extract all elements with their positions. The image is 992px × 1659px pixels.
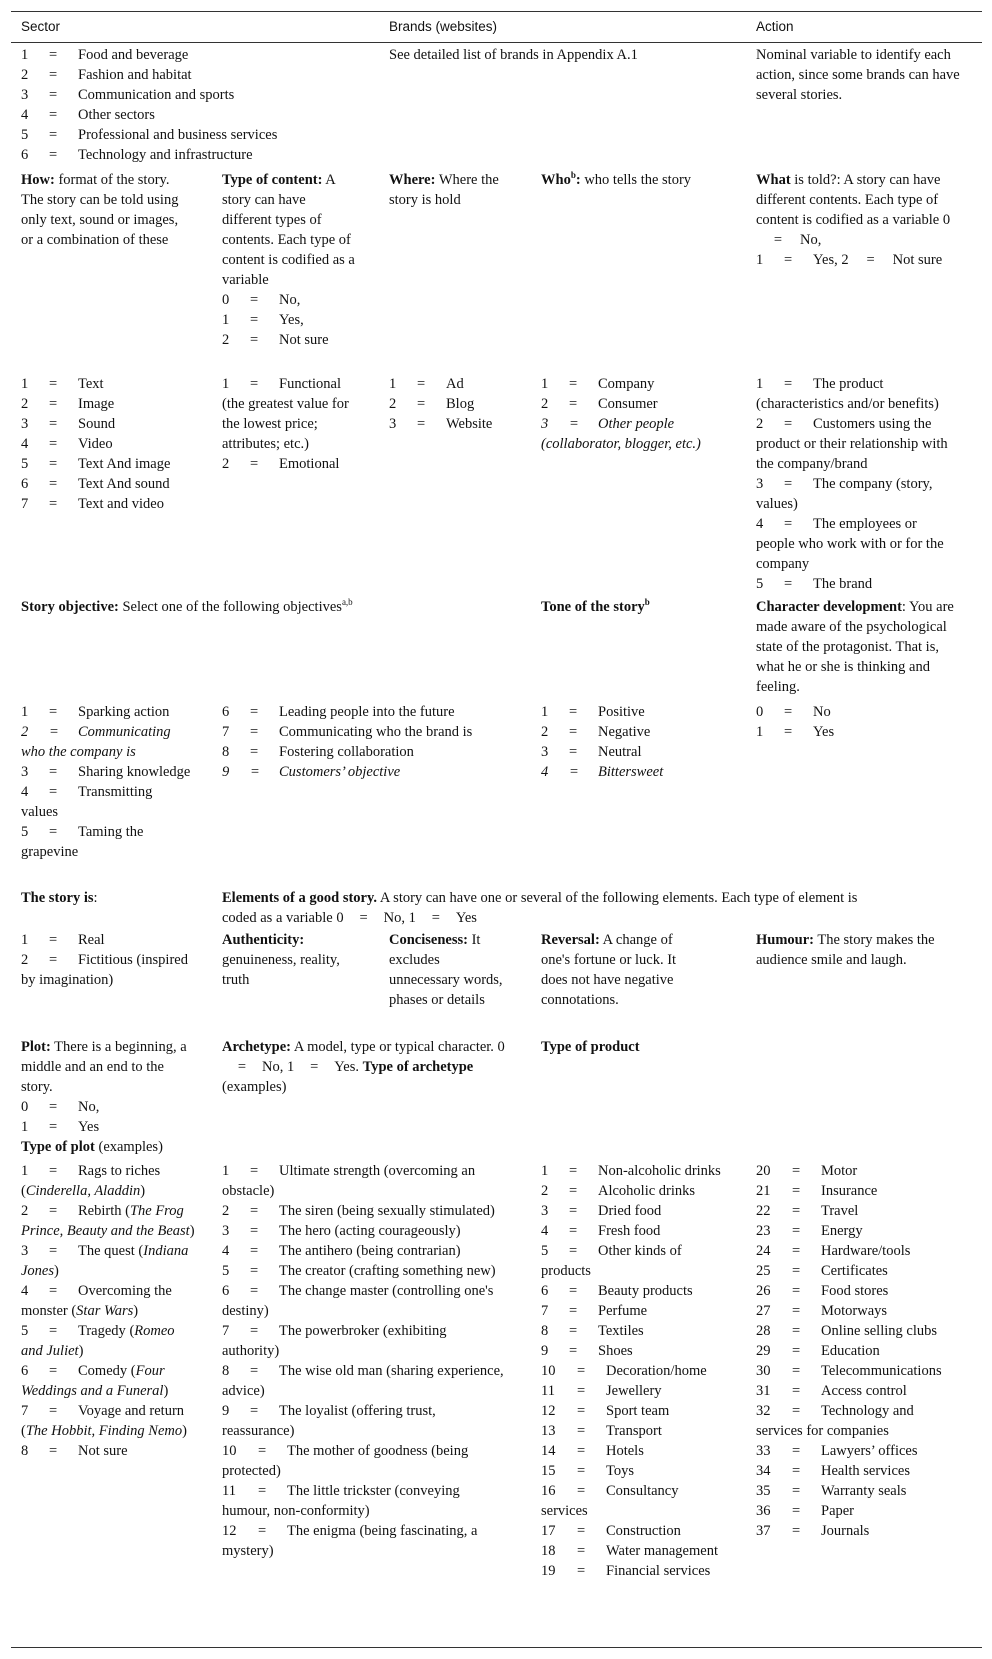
plot-item: 1 = Rags to riches (Cinderella, Aladdin) [21, 1163, 161, 1199]
plot-block [21, 1037, 191, 1157]
product-title: Type of product [541, 1039, 640, 1055]
product-item: 31 = Access control [756, 1383, 907, 1399]
where-item: 1 = Ad [389, 376, 464, 392]
character-desc: : You are made aware of the psychological state of the protagonist. That is, what he or she is thinking and feeling. [756, 599, 954, 695]
tone-item: 4 = Bittersweet [541, 764, 664, 780]
who-footnote: b [570, 170, 576, 181]
story-is-heading: The story is: [21, 890, 98, 906]
what-list [756, 374, 958, 594]
table-bottom-rule [11, 1647, 982, 1648]
what-item: 5 = The brand [756, 576, 873, 592]
archetype-item: 2 = The siren (being sexually stimulated) [222, 1203, 495, 1219]
who-desc: who tells the story [584, 172, 692, 188]
content-type-title: Type of content: [222, 172, 323, 188]
how-block [21, 170, 191, 250]
how-title: How: [21, 172, 55, 188]
brands-text: See detailed list of brands in Appendix A.1 [389, 47, 638, 63]
plot-item: 2 = Rebirth (The Frog Prince, Beauty and the Beast) [21, 1203, 195, 1239]
product-item: 27 = Motorways [756, 1303, 888, 1319]
content-code: 2 = Not sure [222, 332, 329, 348]
archetype-item: 7 = The powerbroker (exhibiting authority) [222, 1323, 447, 1359]
product-item: 25 = Certificates [756, 1263, 888, 1279]
objective-list-left [21, 702, 193, 862]
objective-item: 4 = Transmitting values [21, 784, 153, 820]
archetype-item: 11 = The little trickster (conveying humour, non-conformity) [222, 1483, 460, 1519]
what-item: 1 = The product (characteristics and/or benefits) [756, 376, 939, 412]
archetype-item: 6 = The change master (controlling one's destiny) [222, 1283, 494, 1319]
objective-list-right [222, 702, 522, 782]
who-list [541, 374, 701, 454]
archetype-title: Archetype: [222, 1039, 291, 1055]
how-list [21, 374, 201, 514]
element-reversal: Reversal: A change of one's fortune or luck. It does not have negative connotations. [541, 932, 677, 1008]
archetype-item: 5 = The creator (crafting something new) [222, 1263, 496, 1279]
product-item: 26 = Food stores [756, 1283, 889, 1299]
content-type-item: 1 = Functional (the greatest value for the lowest price; attributes; etc.) [222, 376, 349, 452]
product-item: 6 = Beauty products [541, 1283, 693, 1299]
who-block: Who$^b$: who tells the story [541, 170, 692, 188]
archetype-item: 10 = The mother of goodness (being protected) [222, 1443, 469, 1479]
how-item: 7 = Text and video [21, 496, 164, 512]
product-item: 15 = Toys [541, 1463, 634, 1479]
product-item: 37 = Journals [756, 1523, 870, 1539]
archetype-desc: A model, type or typical character. 0 [293, 1039, 505, 1055]
plot-title: Plot: [21, 1039, 51, 1055]
element-authenticity: Authenticity: genuineness, reality, truth [222, 932, 340, 988]
how-item: 1 = Text [21, 376, 104, 392]
objective-item: 7 = Communicating who the brand is [222, 724, 473, 740]
product-list-2 [756, 1161, 961, 1541]
story-is-list [21, 930, 196, 990]
how-item: 4 = Video [21, 436, 113, 452]
what-desc: is told?: A story can have different contents. Each type of content is codified as a variable [756, 172, 941, 228]
objective-item: 3 = Sharing knowledge [21, 764, 191, 780]
story-is-item: 1 = Real [21, 932, 105, 948]
where-list [389, 374, 509, 434]
content-type-desc: A story can have different types of contents. Each type of content is codified as a variable [222, 172, 355, 288]
how-desc: format of the story. The story can be told using only text, sound or images, or a combination of these [21, 172, 179, 248]
sector-item: 3 = Communication and sports [21, 87, 235, 103]
product-item: 30 = Telecommunications [756, 1363, 942, 1379]
what-code: 1 = Yes, 2 = Not sure [756, 252, 943, 268]
product-item: 13 = Transport [541, 1423, 662, 1439]
tone-footnote: b [644, 597, 650, 608]
content-code: 0 = No, [222, 292, 301, 308]
archetype-item: 9 = The loyalist (offering trust, reassurance) [222, 1403, 436, 1439]
objective-item: 1 = Sparking action [21, 704, 170, 720]
character-title: Character development [756, 599, 902, 615]
product-item: 29 = Education [756, 1343, 880, 1359]
plot-list [21, 1161, 196, 1461]
product-item: 4 = Fresh food [541, 1223, 661, 1239]
sector-item: 5 = Professional and business services [21, 127, 278, 143]
story-is-item: 2 = Fictitious (inspired by imagination) [21, 952, 188, 988]
product-item: 9 = Shoes [541, 1343, 633, 1359]
product-heading [541, 1037, 741, 1057]
product-item: 20 = Motor [756, 1163, 858, 1179]
archetype-item: 12 = The enigma (being fascinating, a mystery) [222, 1523, 478, 1559]
objective-footnote: a,b [341, 597, 353, 608]
objective-item: 5 = Taming the grapevine [21, 824, 144, 860]
archetype-block: Archetype: A model, type or typical character. 0= No, 1 = Yes. Type of archetype (examples) [222, 1039, 505, 1095]
content-type-item: 2 = Emotional [222, 456, 340, 472]
element-conciseness: Conciseness: It excludes unnecessary words, phases or details [389, 932, 503, 1008]
objective-item: 6 = Leading people into the future [222, 704, 455, 720]
character-item: 1 = Yes [756, 724, 835, 740]
sector-list [21, 45, 351, 165]
product-item: 19 = Financial services [541, 1563, 711, 1579]
plot-type-heading: Type of plot (examples) [21, 1139, 163, 1155]
archetype-item: 8 = The wise old man (sharing experience, advice) [222, 1363, 504, 1399]
character-list [756, 702, 958, 742]
objective-item: 8 = Fostering collaboration [222, 744, 414, 760]
archetype-item: 1 = Ultimate strength (overcoming an obstacle) [222, 1163, 476, 1199]
plot-desc: There is a beginning, a middle and an end to the story. [21, 1039, 187, 1095]
what-title: What [756, 172, 791, 188]
tone-item: 2 = Negative [541, 724, 651, 740]
objective-item: 9 = Customers’ objective [222, 764, 401, 780]
where-item: 2 = Blog [389, 396, 475, 412]
how-item: 5 = Text And image [21, 456, 171, 472]
plot-code: 0 = No, [21, 1099, 100, 1115]
elements-title: Elements of a good story. [222, 890, 378, 906]
product-item: 22 = Travel [756, 1203, 859, 1219]
content-type-block [222, 170, 357, 350]
product-item: 1 = Non-alcoholic drinks [541, 1163, 721, 1179]
plot-item: 4 = Overcoming the monster (Star Wars) [21, 1283, 172, 1319]
product-item: 36 = Paper [756, 1503, 855, 1519]
where-block [389, 170, 504, 210]
content-type-list [222, 374, 357, 474]
how-item: 3 = Sound [21, 416, 116, 432]
archetype-list [222, 1161, 507, 1561]
where-item: 3 = Website [389, 416, 493, 432]
how-item: 6 = Text And sound [21, 476, 170, 492]
elements-heading: Elements of a good story. A story can have one or several of the following elements. Each type of element is coded as a variable 0 = No, 1 = Yes [222, 890, 858, 926]
product-item: 28 = Online selling clubs [756, 1323, 937, 1339]
product-item: 5 = Other kinds of products [541, 1243, 682, 1279]
product-item: 8 = Textiles [541, 1323, 644, 1339]
archetype-item: 4 = The antihero (being contrarian) [222, 1243, 461, 1259]
product-item: 33 = Lawyers’ offices [756, 1443, 918, 1459]
archetype-item: 3 = The hero (acting courageously) [222, 1223, 461, 1239]
table-top-rule [11, 11, 982, 12]
product-item: 23 = Energy [756, 1223, 863, 1239]
content-code: 1 = Yes, [222, 312, 304, 328]
how-item: 2 = Image [21, 396, 115, 412]
plot-item: 8 = Not sure [21, 1443, 128, 1459]
what-item: 3 = The company (story, values) [756, 476, 933, 512]
story-is-title: The story is [21, 890, 94, 906]
plot-item: 7 = Voyage and return (The Hobbit, Finding Nemo) [21, 1403, 187, 1439]
what-item: 4 = The employees or people who work with or for the company [756, 516, 944, 572]
action-text: Nominal variable to identify each action, since some brands can have several stories. [756, 47, 960, 103]
header-sector: Sector [21, 19, 61, 34]
tone-item: 1 = Positive [541, 704, 645, 720]
tone-title: Tone of the story [541, 599, 645, 615]
product-item: 35 = Warranty seals [756, 1483, 907, 1499]
product-item: 21 = Insurance [756, 1183, 878, 1199]
what-block: What is told?: A story can have different contents. Each type of content is codified as a variable 0= No, 1 = Yes, 2 = Not sure [756, 170, 958, 270]
product-item: 7 = Perfume [541, 1303, 648, 1319]
tone-list [541, 702, 721, 782]
objective-item: 2 = Communicating who the company is [21, 724, 171, 760]
who-item: 3 = Other people (collaborator, blogger, etc.) [541, 416, 701, 452]
sector-item: 4 = Other sectors [21, 107, 155, 123]
character-item: 0 = No [756, 704, 831, 720]
what-item: 2 = Customers using the product or their relationship with the company/brand [756, 416, 948, 472]
plot-code: 1 = Yes [21, 1119, 100, 1135]
tone-item: 3 = Neutral [541, 744, 642, 760]
element-humour: Humour: The story makes the audience smile and laugh. [756, 932, 935, 968]
product-list-1 [541, 1161, 726, 1581]
who-title: Who [541, 172, 571, 188]
product-item: 24 = Hardware/tools [756, 1243, 911, 1259]
character-block [756, 597, 958, 697]
plot-item: 6 = Comedy (Four Weddings and a Funeral) [21, 1363, 169, 1399]
product-item: 14 = Hotels [541, 1443, 644, 1459]
sector-item: 1 = Food and beverage [21, 47, 189, 63]
sector-item: 2 = Fashion and habitat [21, 67, 192, 83]
where-title: Where: [389, 172, 436, 188]
product-item: 10 = Decoration/home [541, 1363, 707, 1379]
who-item: 2 = Consumer [541, 396, 658, 412]
where-desc: Where the story is hold [389, 172, 499, 208]
sector-item: 6 = Technology and infrastructure [21, 147, 253, 163]
product-item: 16 = Consultancy services [541, 1483, 679, 1519]
table-header-rule [11, 42, 982, 43]
objective-title: Story objective: [21, 599, 119, 615]
product-item: 32 = Technology and services for companies [756, 1403, 914, 1439]
product-item: 11 = Jewellery [541, 1383, 662, 1399]
plot-item: 5 = Tragedy (Romeo and Juliet) [21, 1323, 175, 1359]
who-item: 1 = Company [541, 376, 655, 392]
product-item: 2 = Alcoholic drinks [541, 1183, 696, 1199]
objective-heading [21, 597, 501, 617]
product-item: 18 = Water management [541, 1543, 718, 1559]
header-action: Action [756, 19, 794, 34]
product-item: 34 = Health services [756, 1463, 910, 1479]
header-brands: Brands (websites) [389, 19, 498, 34]
objective-desc: Select one of the following objectives [122, 599, 342, 615]
plot-item: 3 = The quest (Indiana Jones) [21, 1243, 189, 1279]
product-item: 3 = Dried food [541, 1203, 662, 1219]
elements-desc: A story can have one or several of the following elements. Each type of element is [379, 890, 858, 906]
tone-heading [541, 597, 741, 617]
product-item: 17 = Construction [541, 1523, 681, 1539]
product-item: 12 = Sport team [541, 1403, 670, 1419]
